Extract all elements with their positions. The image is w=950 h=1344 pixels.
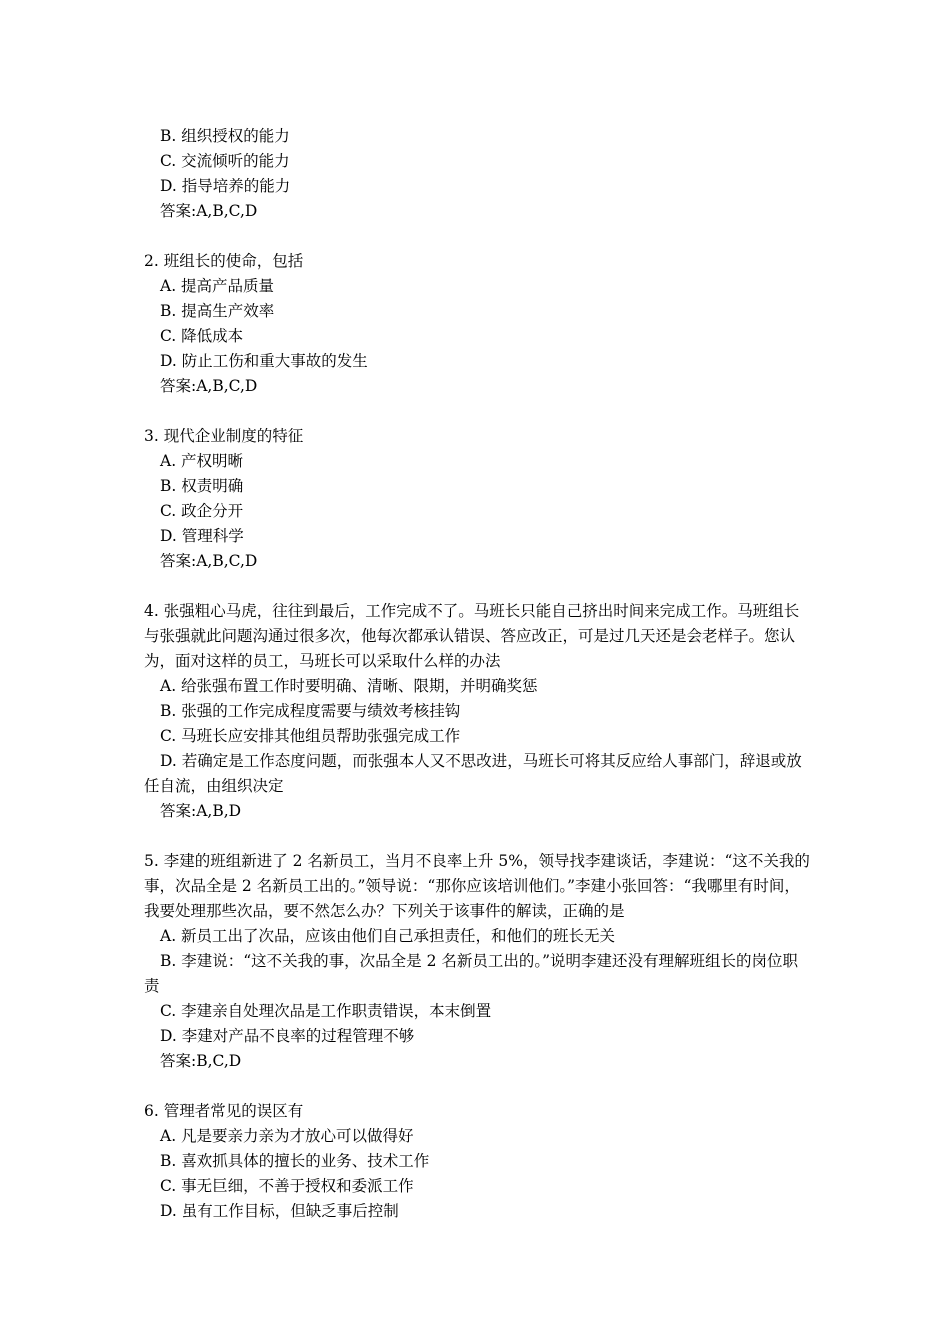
option-a: A. 提高产品质量 xyxy=(160,277,275,295)
answer: 答案:B,C,D xyxy=(160,1052,242,1070)
option-b: B. 组织授权的能力 xyxy=(160,127,290,145)
option-d: D. 虽有工作目标，但缺乏事后控制 xyxy=(160,1202,399,1220)
option-d: D. 防止工伤和重大事故的发生 xyxy=(160,352,368,370)
question-stem: 6. 管理者常见的误区有 xyxy=(144,1102,304,1120)
question-5 xyxy=(144,849,812,1074)
option-c: C. 降低成本 xyxy=(160,327,244,345)
option-b: B. 喜欢抓具体的擅长的业务、技术工作 xyxy=(160,1152,430,1170)
option-d: D. 若确定是工作态度问题，而张强本人又不思改进，马班长可将其反应给人事部门，辞退或放任自流，由组织决定 xyxy=(144,752,802,795)
question-3 xyxy=(144,424,812,574)
option-b: B. 权责明确 xyxy=(160,477,244,495)
question-1-continued xyxy=(144,124,812,224)
question-stem: 5. 李建的班组新进了 2 名新员工，当月不良率上升 5%，领导找李建谈话，李建说：“这不关我的事，次品全是 2 名新员工出的。”领导说：“那你应该培训他们。”李建小张回答：“我哪里有时间，我要处理那些次品，要不然怎么办？下列关于该事件的解读，正确的是 xyxy=(144,852,810,920)
option-a: A. 产权明晰 xyxy=(160,452,244,470)
question-2 xyxy=(144,249,812,399)
question-stem: 2. 班组长的使命，包括 xyxy=(144,252,304,270)
answer: 答案:A,B,C,D xyxy=(160,202,258,220)
option-b: B. 张强的工作完成程度需要与绩效考核挂钩 xyxy=(160,702,461,720)
answer: 答案:A,B,C,D xyxy=(160,377,258,395)
option-a: A. 新员工出了次品，应该由他们自己承担责任，和他们的班长无关 xyxy=(160,927,616,945)
option-c: C. 交流倾听的能力 xyxy=(160,152,290,170)
document-page xyxy=(144,124,812,1224)
question-stem: 3. 现代企业制度的特征 xyxy=(144,427,304,445)
question-4 xyxy=(144,599,812,824)
answer: 答案:A,B,C,D xyxy=(160,552,258,570)
option-c: C. 事无巨细，不善于授权和委派工作 xyxy=(160,1177,414,1195)
option-a: A. 凡是要亲力亲为才放心可以做得好 xyxy=(160,1127,414,1145)
option-a: A. 给张强布置工作时要明确、清晰、限期，并明确奖惩 xyxy=(160,677,538,695)
option-b: B. 李建说：“这不关我的事，次品全是 2 名新员工出的。”说明李建还没有理解班组长的岗位职责 xyxy=(144,952,799,995)
option-d: D. 指导培养的能力 xyxy=(160,177,291,195)
option-d: D. 李建对产品不良率的过程管理不够 xyxy=(160,1027,415,1045)
option-b: B. 提高生产效率 xyxy=(160,302,275,320)
question-stem: 4. 张强粗心马虎，往往到最后，工作完成不了。马班长只能自己挤出时间来完成工作。马班组长与张强就此问题沟通过很多次，他每次都承认错误、答应改正，可是过几天还是会老样子。您认为，面对这样的员工，马班长可以采取什么样的办法 xyxy=(144,602,800,670)
answer: 答案:A,B,D xyxy=(160,802,242,820)
question-6 xyxy=(144,1099,812,1224)
option-c: C. 马班长应安排其他组员帮助张强完成工作 xyxy=(160,727,461,745)
option-d: D. 管理科学 xyxy=(160,527,244,545)
option-c: C. 政企分开 xyxy=(160,502,244,520)
option-c: C. 李建亲自处理次品是工作职责错误，本末倒置 xyxy=(160,1002,492,1020)
